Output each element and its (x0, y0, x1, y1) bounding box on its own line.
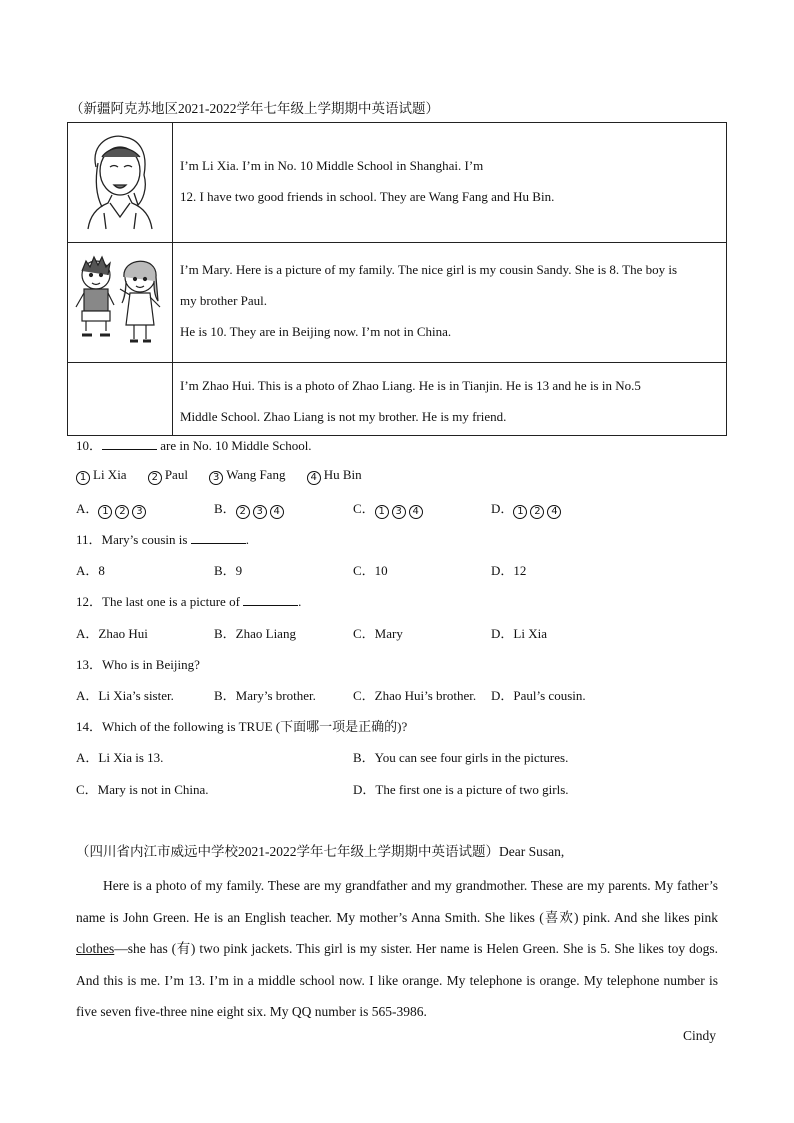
q13-option-b[interactable]: B．Mary’s brother. (214, 688, 316, 703)
q13-option-d[interactable]: D．Paul’s cousin. (491, 688, 586, 703)
boy-and-girl-icon (68, 243, 172, 357)
q12-option-b[interactable]: B．Zhao Liang (214, 626, 296, 641)
passage-2-line-3: He is 10. They are in Beijing now. I’m not in China. (180, 324, 452, 339)
q13-option-a[interactable]: A．Li Xia’s sister. (76, 688, 174, 703)
q10-item: 3 Wang Fang (209, 467, 285, 482)
q10-option-d[interactable]: D． 1 2 4 (491, 498, 564, 519)
q11-option-b[interactable]: B．9 (214, 563, 243, 578)
q10-item: 1 Li Xia (76, 467, 127, 482)
q10-option-b[interactable]: B． 2 3 4 (214, 498, 287, 519)
passage-row-zhao-hui (68, 363, 727, 436)
passage-3-line-2: Middle School. Zhao Liang is not my brother. He is my friend. (180, 409, 507, 424)
q14-option-c[interactable]: C．Mary is not in China. (76, 782, 209, 797)
q12-option-a[interactable]: A．Zhao Hui (76, 626, 148, 641)
q10-option-c[interactable]: C． 1 3 4 (353, 498, 426, 519)
q10-option-a[interactable]: A． 1 2 3 (76, 498, 149, 519)
question-11: 11．Mary’s cousin is . (76, 532, 249, 547)
q10-item: 2 Paul (148, 467, 188, 482)
question-10 (76, 435, 312, 454)
q10-stem-pre: 10． (76, 438, 103, 453)
q10-blank (102, 437, 157, 450)
source-note-1: （新疆阿克苏地区2021-2022学年七年级上学期期中英语试题） (70, 101, 439, 116)
underlined-word-clothes: clothes (76, 941, 115, 956)
question-14: 14．Which of the following is TRUE (下面哪一项是正确的)? (76, 719, 408, 734)
passage-text-1 (173, 123, 727, 243)
source-note-2: （四川省内江市威远中学校2021-2022学年七年级上学期期中英语试题）Dear Susan, (76, 844, 565, 859)
q12-option-d[interactable]: D．Li Xia (491, 626, 547, 641)
question-13: 13．Who is in Beijing? (76, 657, 200, 672)
q14-option-a[interactable]: A．Li Xia is 13. (76, 750, 164, 765)
q12-option-c[interactable]: C．Mary (353, 626, 403, 641)
q11-option-a[interactable]: A．8 (76, 563, 105, 578)
q10-stem-post: are in No. 10 Middle School. (160, 438, 312, 453)
passage-table (67, 122, 727, 436)
girl-portrait-icon (68, 123, 172, 237)
girl-portrait-cell (68, 123, 173, 243)
q14-option-b[interactable]: B．You can see four girls in the pictures. (353, 750, 569, 765)
passage-2-line-2: my brother Paul. (180, 293, 268, 308)
passage-text-3 (173, 363, 727, 436)
passage-row-li-xia (68, 123, 727, 243)
passage-2-line-1: I’m Mary. Here is a picture of my family. The nice girl is my cousin Sandy. She is 8. The boy is (180, 262, 678, 277)
passage-row-mary (68, 243, 727, 363)
passage-text-2 (173, 243, 727, 363)
empty-image-cell (68, 363, 173, 436)
q14-option-d[interactable]: D．The first one is a picture of two girls. (353, 782, 569, 797)
q13-option-c[interactable]: C．Zhao Hui’s brother. (353, 688, 477, 703)
q12-blank (243, 593, 298, 606)
q11-option-c[interactable]: C．10 (353, 563, 388, 578)
question-12: 12．The last one is a picture of . (76, 594, 302, 609)
passage-1-line-2: 12. I have two good friends in school. They are Wang Fang and Hu Bin. (180, 189, 555, 204)
q11-blank (191, 531, 246, 544)
passage-3-line-1: I’m Zhao Hui. This is a photo of Zhao Liang. He is in Tianjin. He is 13 and he is in No.5 (180, 378, 641, 393)
letter-body: Here is a photo of my family. These are my grandfather and my grandmother. These are my parents. My father’s name is John Green. He is an English teacher. My mother’s Anna Smith. She likes (喜欢) pink. And she likes pink clothes—she has (有) two pink jackets. This girl is my sister. Her name is Helen Green. She is 5. She likes toy dogs. And this is me. I’m 13. I’m in a middle school now. I like orange. My telephone is orange. My telephone number is five seven five-three nine eight six. My QQ number is 565-3986. (76, 878, 718, 1019)
q10-items (76, 467, 362, 485)
passage-1-line-1: I’m Li Xia. I’m in No. 10 Middle School in Shanghai. I’m (180, 158, 484, 173)
letter-signature: Cindy (683, 1028, 717, 1043)
q11-option-d[interactable]: D．12 (491, 563, 527, 578)
q10-item: 4 Hu Bin (307, 467, 362, 482)
kids-portrait-cell (68, 243, 173, 363)
